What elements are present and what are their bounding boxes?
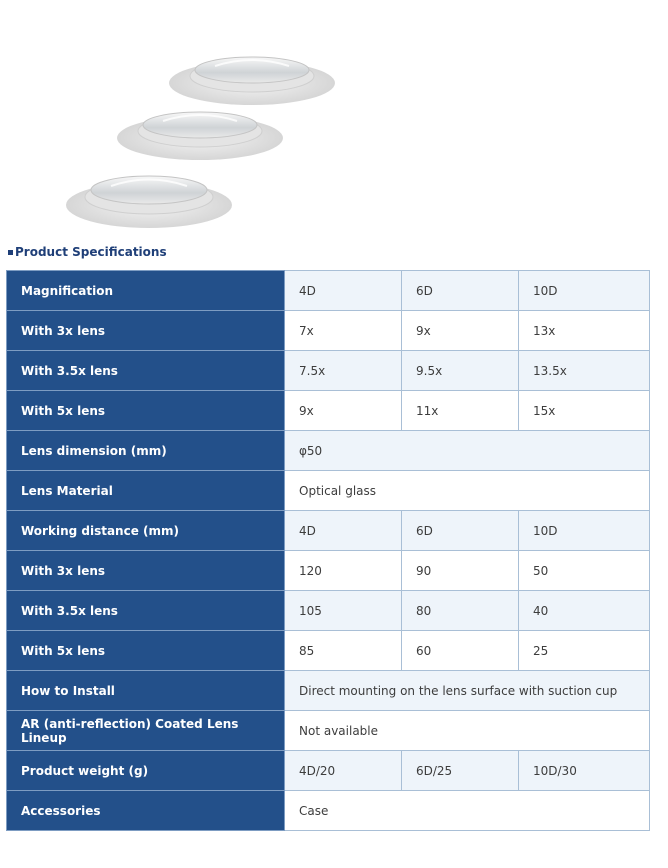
row-value: 105 [285,591,402,631]
square-bullet-icon [8,250,13,255]
table-row [7,511,650,551]
row-label: How to Install [7,671,285,711]
row-value: φ50 [285,431,650,471]
spec-table [6,270,650,831]
row-label: With 5x lens [7,631,285,671]
table-row [7,431,650,471]
table-row [7,671,650,711]
row-value: 9x [285,391,402,431]
row-value: 13.5x [519,351,650,391]
row-value: 7.5x [285,351,402,391]
row-value: 10D [519,511,650,551]
row-label: AR (anti-reflection) Coated Lens Lineup [7,711,285,751]
lens-middle [117,112,283,160]
table-row [7,791,650,831]
row-label: With 5x lens [7,391,285,431]
row-value: 80 [402,591,519,631]
row-value: 6D [402,511,519,551]
row-value: 7x [285,311,402,351]
table-row [7,631,650,671]
row-label: Working distance (mm) [7,511,285,551]
row-value: 6D [402,271,519,311]
table-row [7,351,650,391]
row-value: 50 [519,551,650,591]
row-label: With 3x lens [7,551,285,591]
table-row [7,711,650,751]
row-value: Direct mounting on the lens surface with suction cup [285,671,650,711]
table-row [7,591,650,631]
row-label: With 3x lens [7,311,285,351]
row-value: 90 [402,551,519,591]
row-value: 9x [402,311,519,351]
row-label: Product weight (g) [7,751,285,791]
row-value: 13x [519,311,650,351]
row-value: 15x [519,391,650,431]
table-row [7,551,650,591]
section-title [8,245,167,259]
row-label: Lens Material [7,471,285,511]
row-value: 4D [285,511,402,551]
row-value: 10D/30 [519,751,650,791]
product-image [55,40,345,235]
row-value: 9.5x [402,351,519,391]
row-label: With 3.5x lens [7,351,285,391]
table-row [7,751,650,791]
row-label: Magnification [7,271,285,311]
row-value: Optical glass [285,471,650,511]
row-value: 11x [402,391,519,431]
table-row [7,271,650,311]
table-row [7,311,650,351]
row-value: 60 [402,631,519,671]
section-title-text: Product Specifications [15,245,167,259]
row-value: Not available [285,711,650,751]
row-value: 6D/25 [402,751,519,791]
table-row [7,391,650,431]
row-value: 10D [519,271,650,311]
row-value: 40 [519,591,650,631]
row-value: 4D/20 [285,751,402,791]
lens-bottom [66,176,232,228]
row-value: 85 [285,631,402,671]
row-value: Case [285,791,650,831]
row-label: Lens dimension (mm) [7,431,285,471]
row-label: Accessories [7,791,285,831]
row-label: With 3.5x lens [7,591,285,631]
row-value: 120 [285,551,402,591]
table-row [7,471,650,511]
lens-top [169,57,335,105]
row-value: 4D [285,271,402,311]
row-value: 25 [519,631,650,671]
